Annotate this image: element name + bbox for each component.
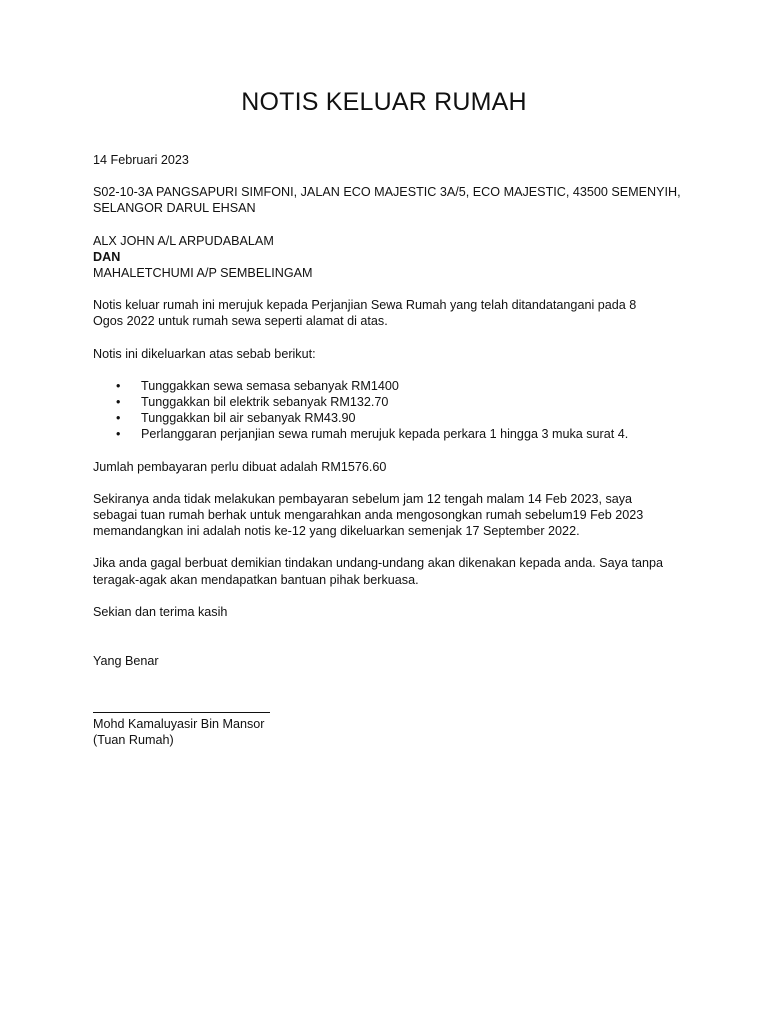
signature-line — [93, 702, 270, 713]
notice-content — [93, 152, 683, 749]
list-item — [93, 426, 683, 442]
deadline-line-3: memandangkan ini adalah notis ke-12 yang dikeluarkan semenjak 17 September 2022. — [93, 524, 580, 539]
reason-text: Tunggakkan bil elektrik sebanyak RM132.70 — [141, 395, 389, 410]
list-item — [93, 378, 683, 394]
address-block — [93, 184, 683, 216]
recipients-block — [93, 233, 683, 282]
reasons-list — [93, 378, 683, 443]
closing-text: Sekian dan terima kasih — [93, 604, 228, 619]
reason-text: Perlanggaran perjanjian sewa rumah merujuk kepada perkara 1 hingga 3 muka surat 4. — [141, 427, 629, 442]
list-item — [93, 410, 683, 426]
address-line-2: SELANGOR DARUL EHSAN — [93, 201, 256, 216]
reason-text: Tunggakkan sewa semasa sebanyak RM1400 — [141, 378, 399, 393]
address-line-1: S02-10-3A PANGSAPURI SIMFONI, JALAN ECO MAJESTIC 3A/5, ECO MAJESTIC, 43500 SEMENYIH, — [93, 185, 681, 200]
bullet-icon: • — [116, 411, 121, 426]
notice-title: NOTIS KELUAR RUMAH — [241, 88, 527, 116]
deadline-line-1: Sekiranya anda tidak melakukan pembayaran sebelum jam 12 tengah malam 14 Feb 2023, saya — [93, 491, 633, 506]
reason-text: Tunggakkan bil air sebanyak RM43.90 — [141, 411, 356, 426]
notice-date: 14 Februari 2023 — [93, 153, 189, 167]
bullet-icon: • — [116, 395, 121, 410]
reasons-heading: Notis ini dikeluarkan atas sebab berikut: — [93, 346, 316, 361]
recipient-conjunction: DAN — [93, 249, 121, 264]
recipient-2: MAHALETCHUMI A/P SEMBELINGAM — [93, 266, 313, 281]
total-amount: Jumlah pembayaran perlu dibuat adalah RM1576.60 — [93, 459, 387, 474]
list-item — [93, 394, 683, 410]
deadline-line-2: sebagai tuan rumah berhak untuk mengarahkan anda mengosongkan rumah sebelum19 Feb 2023 — [93, 508, 644, 523]
warning-line-1: Jika anda gagal berbuat demikian tindakan undang-undang akan dikenakan kepada anda. Saya tanpa — [93, 556, 663, 571]
bullet-icon: • — [116, 378, 121, 393]
signatory-role: (Tuan Rumah) — [93, 733, 174, 748]
recipient-1: ALX JOHN A/L ARPUDABALAM — [93, 233, 274, 248]
intro-paragraph — [93, 297, 683, 329]
intro-line-2: Ogos 2022 untuk rumah sewa seperti alamat di atas. — [93, 314, 388, 329]
intro-line-1: Notis keluar rumah ini merujuk kepada Perjanjian Sewa Rumah yang telah ditandatangani pada 8 — [93, 298, 637, 313]
warning-paragraph — [93, 555, 683, 587]
warning-line-2: teragak-agak akan mendapatkan bantuan pihak berkuasa. — [93, 572, 419, 587]
deadline-paragraph — [93, 491, 683, 540]
bullet-icon: • — [116, 427, 121, 442]
salutation: Yang Benar — [93, 654, 159, 669]
signatory-name: Mohd Kamaluyasir Bin Mansor — [93, 717, 265, 732]
